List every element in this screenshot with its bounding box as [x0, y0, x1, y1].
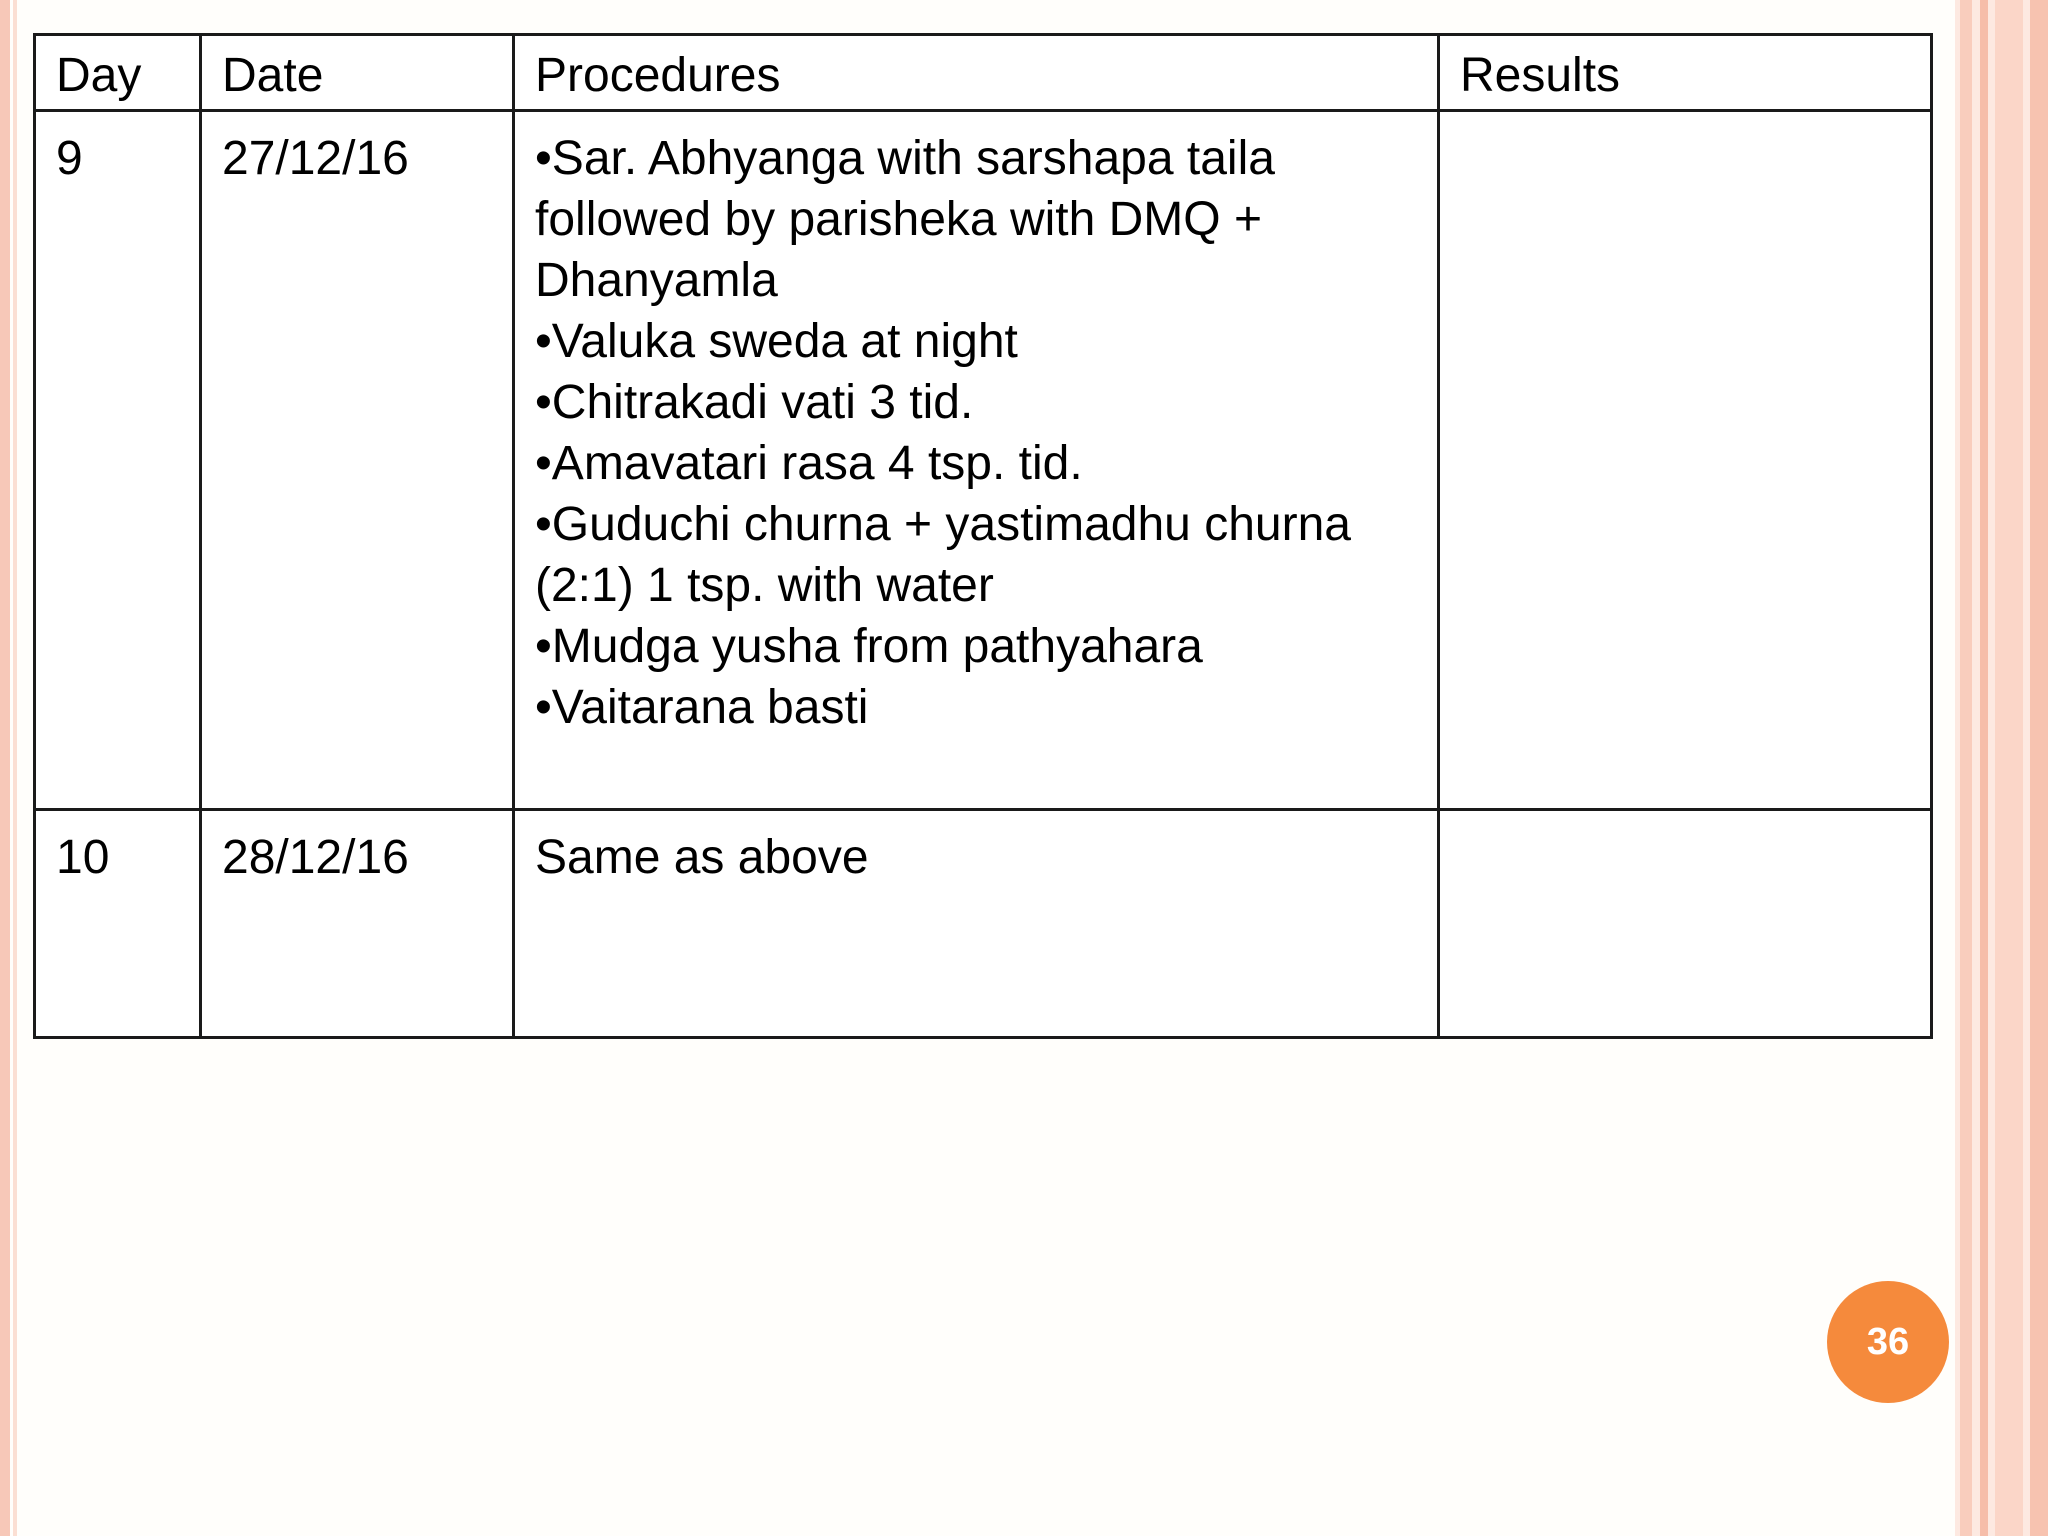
table-row: [35, 810, 1932, 1038]
header-date: Date: [201, 35, 514, 111]
procedure-line: (2:1) 1 tsp. with water: [535, 559, 994, 612]
cell-date: 28/12/16: [201, 810, 514, 1038]
cell-results: [1439, 111, 1932, 810]
procedure-line: followed by parisheka with DMQ +: [535, 193, 1262, 246]
cell-day: 9: [35, 111, 201, 810]
procedure-line: •Amavatari rasa 4 tsp. tid.: [535, 437, 1083, 490]
procedure-line: Same as above: [535, 831, 869, 884]
procedure-line: •Vaitarana basti: [535, 681, 869, 734]
procedure-line: •Mudga yusha from pathyahara: [535, 620, 1203, 673]
cell-procedures: [514, 810, 1439, 1038]
table-row: [35, 111, 1932, 810]
page-number-badge: 36: [1827, 1281, 1949, 1403]
header-day: Day: [35, 35, 201, 111]
cell-day: 10: [35, 810, 201, 1038]
procedure-line: •Sar. Abhyanga with sarshapa taila: [535, 132, 1275, 185]
treatment-table-container: [33, 33, 1933, 1039]
right-border-stripe: [1960, 0, 1972, 1536]
left-border-stripe-inner: [13, 0, 17, 1536]
cell-procedures: [514, 111, 1439, 810]
right-border-stripe: [1995, 0, 2023, 1536]
cell-date: 27/12/16: [201, 111, 514, 810]
cell-results: [1439, 810, 1932, 1038]
procedure-line: •Chitrakadi vati 3 tid.: [535, 376, 974, 429]
procedure-line: Dhanyamla: [535, 254, 778, 307]
table-header-row: [35, 35, 1932, 111]
left-border-stripe: [0, 0, 10, 1536]
header-results: Results: [1439, 35, 1932, 111]
right-border-stripe: [1980, 0, 1988, 1536]
procedure-line: •Valuka sweda at night: [535, 315, 1018, 368]
header-procedures: Procedures: [514, 35, 1439, 111]
treatment-table: [33, 33, 1933, 1039]
right-border-stripe: [2030, 0, 2048, 1536]
procedure-line: •Guduchi churna + yastimadhu churna: [535, 498, 1351, 551]
